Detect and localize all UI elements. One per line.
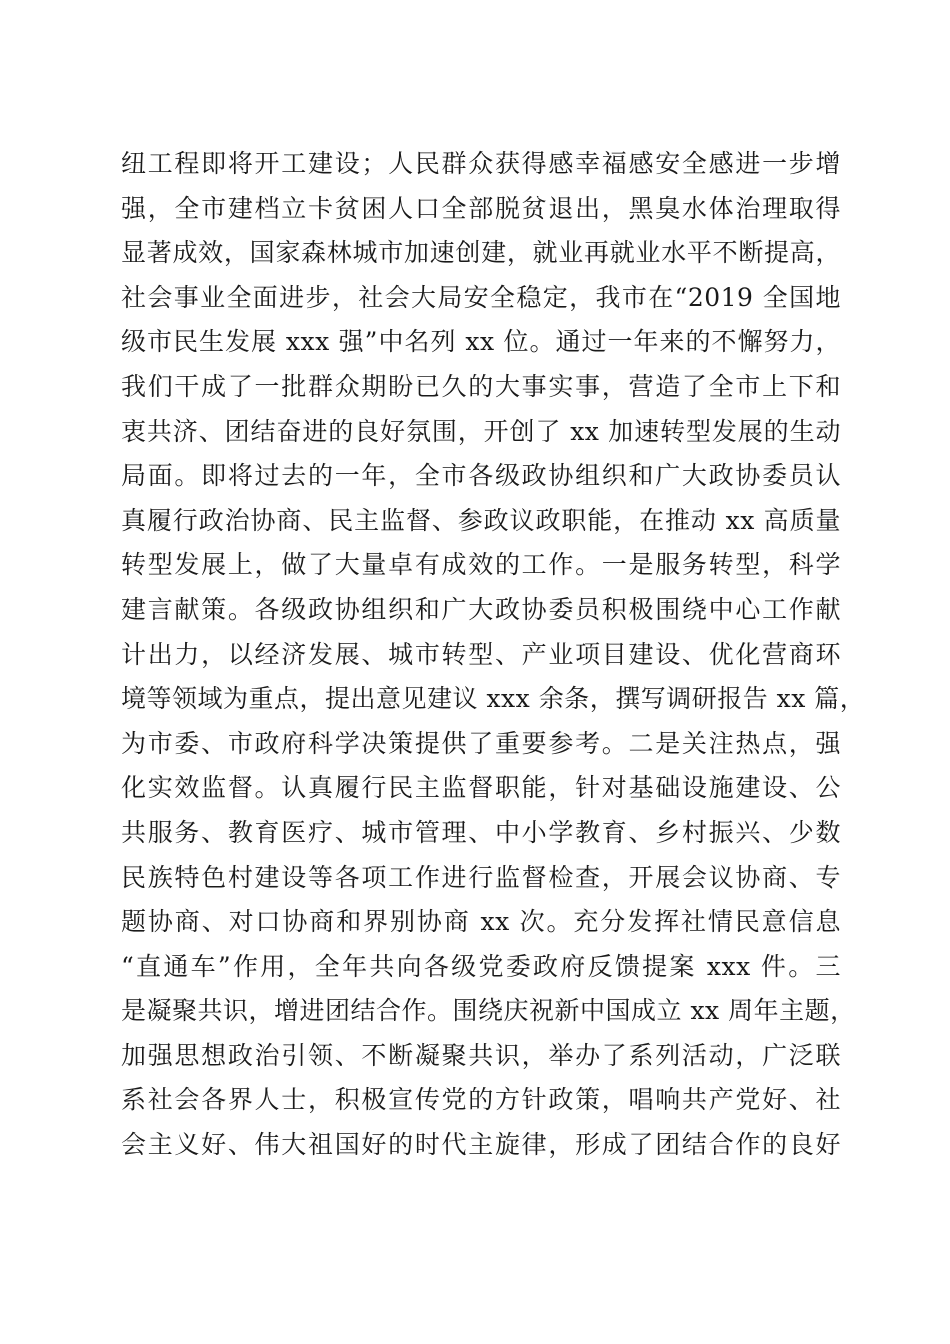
text-line: 真履行政治协商、民主监督、参政议政职能，在推动 xx 高质量 [121,505,841,535]
text-line: 社会事业全面进步，社会大局安全稳定，我市在“2019 全国地 [121,282,841,312]
text-line: 是凝聚共识，增进团结合作。围绕庆祝新中国成立 xx 周年主题， [121,996,856,1026]
text-line: 建言献策。各级政协组织和广大政协委员积极围绕中心工作献 [121,594,841,624]
text-line: 系社会各界人士，积极宣传党的方针政策，唱响共产党好、社 [121,1085,841,1115]
text-line: 计出力，以经济发展、城市转型、产业项目建设、优化营商环 [121,639,841,669]
text-line: 纽工程即将开工建设；人民群众获得感幸福感安全感进一步增 [121,149,841,178]
text-line: 境等领域为重点，提出意见建议 xxx 余条，撰写调研报告 xx 篇， [121,684,866,714]
text-line: 共服务、教育医疗、城市管理、中小学教育、乡村振兴、少数 [121,817,841,847]
text-line: 衷共济、团结奋进的良好氛围，开创了 xx 加速转型发展的生动 [121,416,841,446]
text-line: 会主义好、伟大祖国好的时代主旋律，形成了团结合作的良好 [121,1130,841,1160]
text-line: 强，全市建档立卡贫困人口全部脱贫退出，黑臭水体治理取得 [121,193,841,223]
text-line: 化实效监督。认真履行民主监督职能，针对基础设施建设、公 [121,773,841,803]
text-line: 为市委、市政府科学决策提供了重要参考。二是关注热点，强 [121,728,841,758]
text-line: 题协商、对口协商和界别协商 xx 次。充分发挥社情民意信息 [121,907,841,937]
text-line: 显著成效，国家森林城市加速创建，就业再就业水平不断提高， [121,238,841,268]
text-line: 级市民生发展 xxx 强”中名列 xx 位。通过一年来的不懈努力， [121,327,841,357]
body-text [121,142,866,1168]
text-line: 局面。即将过去的一年，全市各级政协组织和广大政协委员认 [121,461,841,491]
text-line: 加强思想政治引领、不断凝聚共识，举办了系列活动，广泛联 [121,1040,841,1070]
text-line: 民族特色村建设等各项工作进行监督检查，开展会议协商、专 [121,862,841,892]
text-line: 我们干成了一批群众期盼已久的大事实事，营造了全市上下和 [121,371,841,401]
text-line: 转型发展上，做了大量卓有成效的工作。一是服务转型，科学 [121,550,841,580]
text-line: “直通车”作用，全年共向各级党委政府反馈提案 xxx 件。三 [121,951,841,981]
